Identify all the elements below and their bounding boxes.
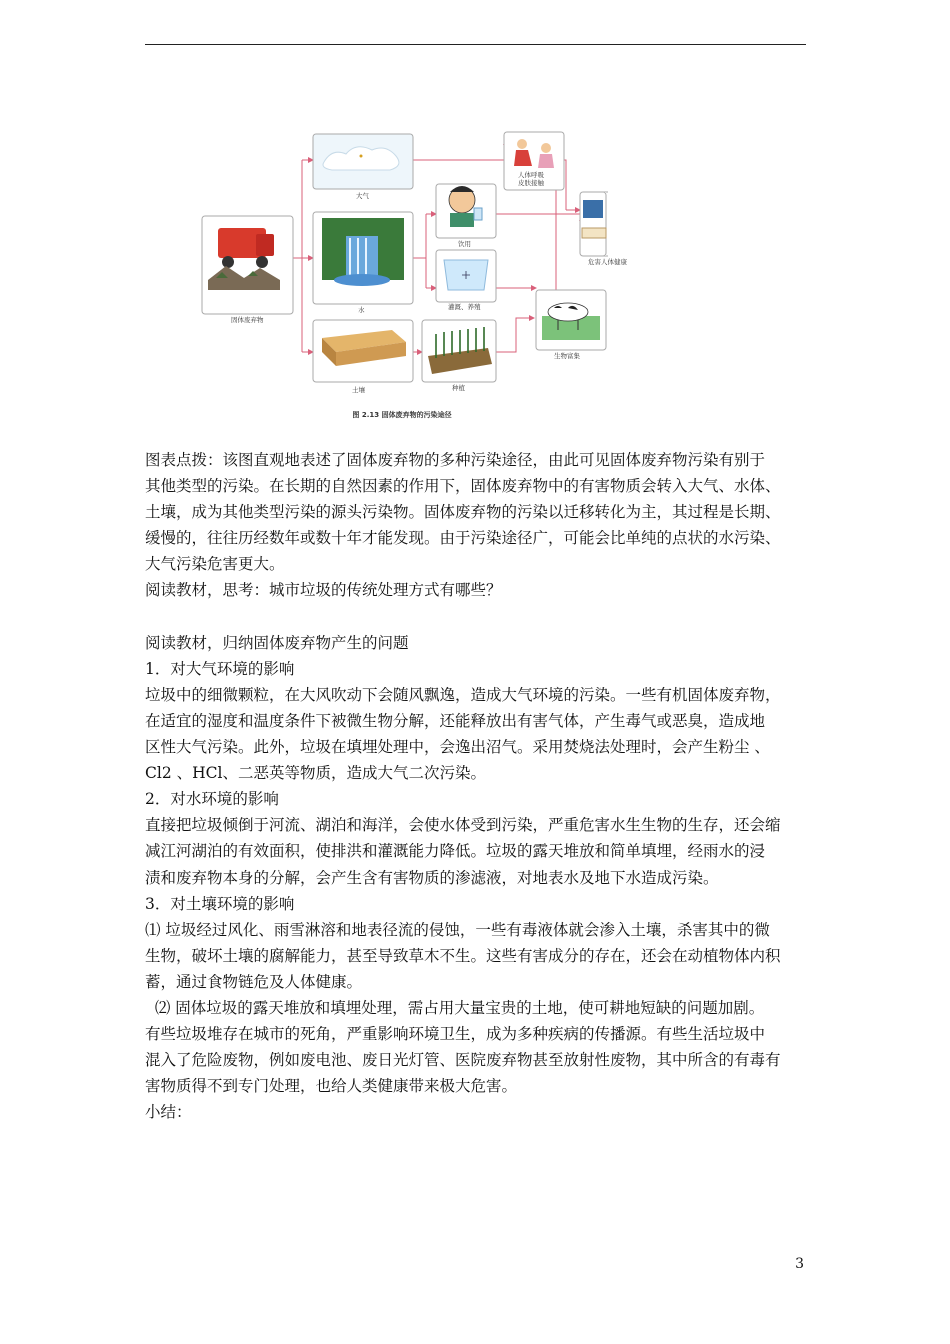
paragraph-line: ⑴ 垃圾经过风化、雨雪淋溶和地表径流的侵蚀，一些有毒液体就会渗入土壤，杀害其中的微 xyxy=(145,920,770,939)
paragraph-line: 大气污染危害更大。 xyxy=(145,555,285,574)
water-panel xyxy=(313,212,413,304)
pollution-pathway-figure xyxy=(196,130,627,428)
air-panel xyxy=(313,134,413,189)
drinking-panel xyxy=(436,184,496,238)
label-planting: 种植 xyxy=(452,384,465,392)
section-heading: 2．对水环境的影响 xyxy=(145,790,279,809)
label-drinking: 饮用 xyxy=(458,240,471,248)
label-respiration-1: 人体呼吸 xyxy=(518,171,544,179)
blank-line xyxy=(145,604,813,630)
label-soil: 土壤 xyxy=(352,386,365,394)
label-water: 水 xyxy=(358,306,365,314)
bio-accumulation-panel xyxy=(536,290,606,350)
label-respiration-2: 皮肤接触 xyxy=(518,179,544,187)
paragraph-line: 混入了危险废物，例如废电池、废日光灯管、医院废弃物甚至放射性废物，其中所含的有毒有 xyxy=(145,1051,781,1070)
solid-waste-panel xyxy=(202,216,293,314)
irrigation-panel xyxy=(436,250,496,302)
body-text xyxy=(145,447,813,1125)
paragraph-line: 阅读教材，归纳固体废弃物产生的问题 xyxy=(145,633,409,652)
section-heading: 3．对土壤环境的影响 xyxy=(145,894,295,913)
paragraph-line: ⑵ 固体垃圾的露天堆放和填埋处理，需占用大量宝贵的土地，使可耕地短缺的问题加剧。 xyxy=(145,998,765,1017)
label-bio-accumulation: 生物富集 xyxy=(554,352,580,360)
paragraph-line: 区性大气污染。此外，垃圾在填埋处理中，会逸出沼气。采用焚烧法处理时，会产生粉尘 、 xyxy=(145,738,770,757)
health-panel-inner xyxy=(580,192,606,256)
paragraph-line: 缓慢的，往往历经数年或数十年才能发现。由于污染途径广，可能会比单纯的点状的水污染、 xyxy=(145,529,781,548)
label-irrigation: 灌溉、养殖 xyxy=(448,303,481,311)
label-health-harm: 危害人体健康 xyxy=(588,258,627,266)
figure-diagram xyxy=(196,130,608,428)
paragraph-line: 图表点拨：该图直观地表述了固体废弃物的多种污染途径，由此可见固体废弃物污染有别于 xyxy=(145,451,766,469)
section-heading: 1．对大气环境的影响 xyxy=(145,659,295,678)
soil-panel xyxy=(313,320,413,382)
paragraph-line: 其他类型的污染。在长期的自然因素的作用下，固体废弃物中的有害物质会转入大气、水体、 xyxy=(145,477,781,496)
paragraph-line: 害物质得不到专门处理，也给人类健康带来极大危害。 xyxy=(145,1077,518,1096)
paragraph-line: 土壤，成为其他类型污染的源头污染物。固体废弃物的污染以迁移转化为主，其过程是长期、 xyxy=(145,503,781,522)
planting-panel xyxy=(422,320,496,382)
paragraph-line: 阅读教材，思考：城市垃圾的传统处理方式有哪些？ xyxy=(145,581,502,600)
paragraph-line: 有些垃圾堆存在城市的死角，严重影响环境卫生，成为多种疾病的传播源。有些生活垃圾中 xyxy=(145,1025,766,1044)
paragraph-line: 减江河湖泊的有效面积，使排洪和灌溉能力降低。垃圾的露天堆放和简单填埋，经雨水的浸 xyxy=(145,842,766,861)
paragraph-line: 在适宜的湿度和温度条件下被微生物分解，还能释放出有害气体，产生毒气或恶臭，造成地 xyxy=(145,711,766,730)
paragraph-line: 生物，破坏土壤的腐解能力，甚至导致草木不生。这些有害成分的存在，还会在动植物体内积 xyxy=(145,946,781,965)
label-solid-waste: 固体废弃物 xyxy=(231,316,264,324)
paragraph-line: 垃圾中的细微颗粒，在大风吹动下会随风飘逸，造成大气环境的污染。一些有机固体废弃物， xyxy=(145,685,781,704)
paragraph-line: 直接把垃圾倾倒于河流、湖泊和海洋，会使水体受到污染，严重危害水生生物的生存，还会缩 xyxy=(145,816,781,835)
header-rule xyxy=(145,44,806,45)
label-air: 大气 xyxy=(356,192,369,200)
paragraph-line: 渍和废弃物本身的分解，会产生含有害物质的渗滤液，对地表水及地下水造成污染。 xyxy=(145,868,719,887)
figure-caption: 图 2.13 固体废弃物的污染途径 xyxy=(352,411,452,419)
paragraph-line: 蓄，通过食物链危及人体健康。 xyxy=(145,972,363,991)
paragraph-line: Cl2 、HCl、二恶英等物质，造成大气二次污染。 xyxy=(145,764,486,783)
page-number: 3 xyxy=(795,1256,804,1272)
summary-label: 小结： xyxy=(145,1103,192,1122)
